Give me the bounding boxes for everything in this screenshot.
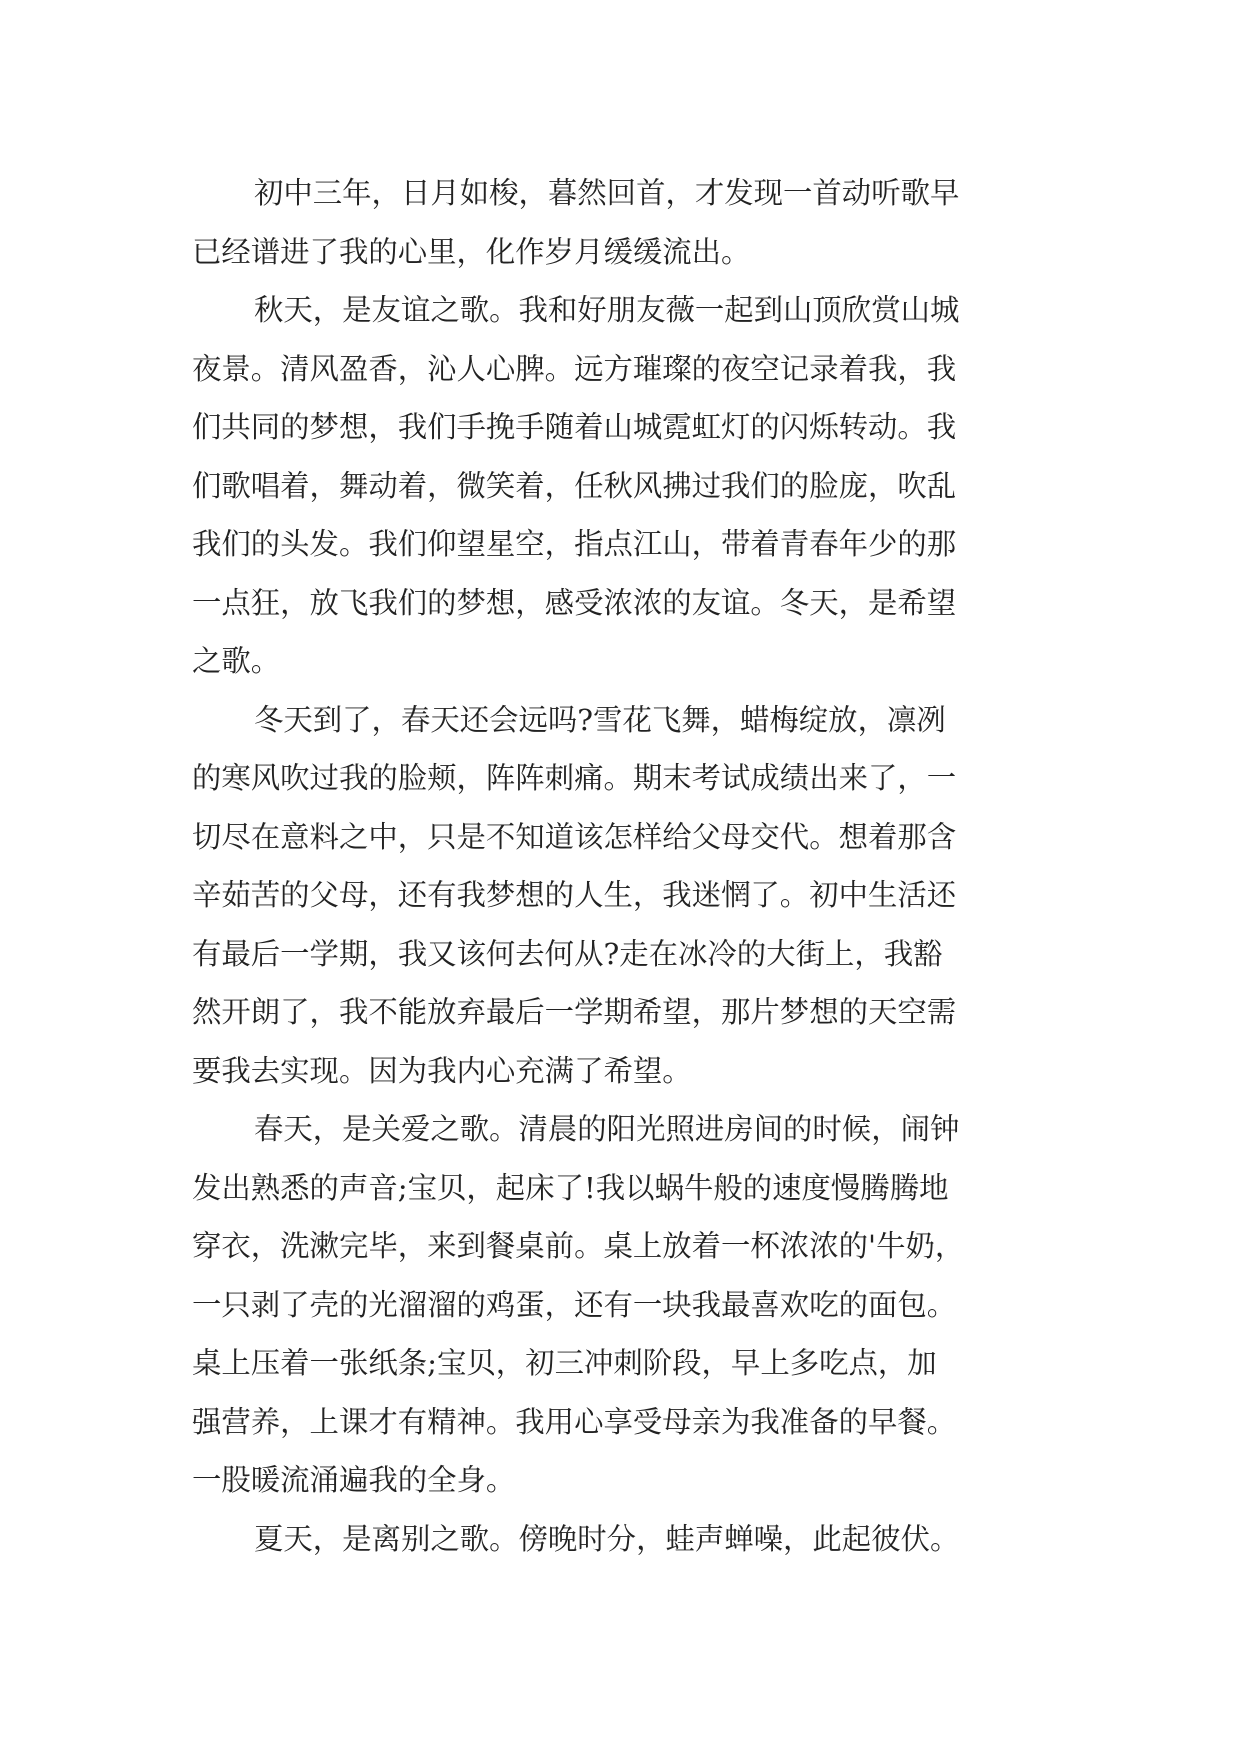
text-line: 们共同的梦想，我们手挽手随着山城霓虹灯的闪烁转动。我 bbox=[192, 410, 957, 444]
text-line: 夏天，是离别之歌。傍晚时分，蛙声蝉噪，此起彼伏。 bbox=[254, 1521, 960, 1556]
text-line: 一股暖流涌遍我的全身。 bbox=[192, 1463, 516, 1497]
text-line: 我们的头发。我们仰望星空，指点江山，带着青春年少的那 bbox=[192, 527, 957, 561]
text-line: 秋天，是友谊之歌。我和好朋友薇一起到山顶欣赏山城 bbox=[254, 293, 960, 327]
text-line: 要我去实现。因为我内心充满了希望。 bbox=[192, 1053, 692, 1088]
text-line: 初中三年，日月如梭，暮然回首，才发现一首动听歌早 bbox=[254, 176, 960, 210]
text-line: 辛茹苦的父母，还有我梦想的人生，我迷惘了。初中生活还 bbox=[192, 878, 957, 912]
text-line: 一点狂，放飞我们的梦想，感受浓浓的友谊。冬天，是希望 bbox=[192, 585, 957, 620]
text-line: 一只剥了壳的光溜溜的鸡蛋，还有一块我最喜欢吃的面包。 bbox=[192, 1287, 957, 1322]
text-line: 有最后一学期，我又该何去何从?走在冰冷的大街上，我豁 bbox=[192, 936, 943, 971]
text-line: 发出熟悉的声音;宝贝，起床了!我以蜗牛般的速度慢腾腾地 bbox=[192, 1170, 949, 1205]
text-line: 冬天到了，春天还会远吗?雪花飞舞，蜡梅绽放，凛冽 bbox=[254, 702, 946, 737]
text-line: 春天，是关爱之歌。清晨的阳光照进房间的时候，闹钟 bbox=[254, 1112, 960, 1146]
text-line: 之歌。 bbox=[192, 644, 281, 678]
text-line: 穿衣，洗漱完毕，来到餐桌前。桌上放着一杯浓浓的'牛奶， bbox=[192, 1229, 965, 1263]
text-line: 桌上压着一张纸条;宝贝，初三冲刺阶段，早上多吃点，加 bbox=[192, 1346, 937, 1380]
text-line: 然开朗了，我不能放弃最后一学期希望，那片梦想的天空需 bbox=[192, 995, 957, 1029]
text-line: 们歌唱着，舞动着，微笑着，任秋风拂过我们的脸庞，吹乱 bbox=[192, 468, 957, 503]
text-line: 夜景。清风盈香，沁人心脾。远方璀璨的夜空记录着我，我 bbox=[192, 351, 957, 386]
text-line: 切尽在意料之中，只是不知道该怎样给父母交代。想着那含 bbox=[192, 819, 957, 854]
essay-body bbox=[192, 164, 1062, 1568]
text-line: 的寒风吹过我的脸颊，阵阵刺痛。期末考试成绩出来了，一 bbox=[192, 761, 957, 795]
text-line: 已经谱进了我的心里，化作岁月缓缓流出。 bbox=[192, 234, 751, 269]
text-line: 强营养，上课才有精神。我用心享受母亲为我准备的早餐。 bbox=[192, 1404, 957, 1439]
